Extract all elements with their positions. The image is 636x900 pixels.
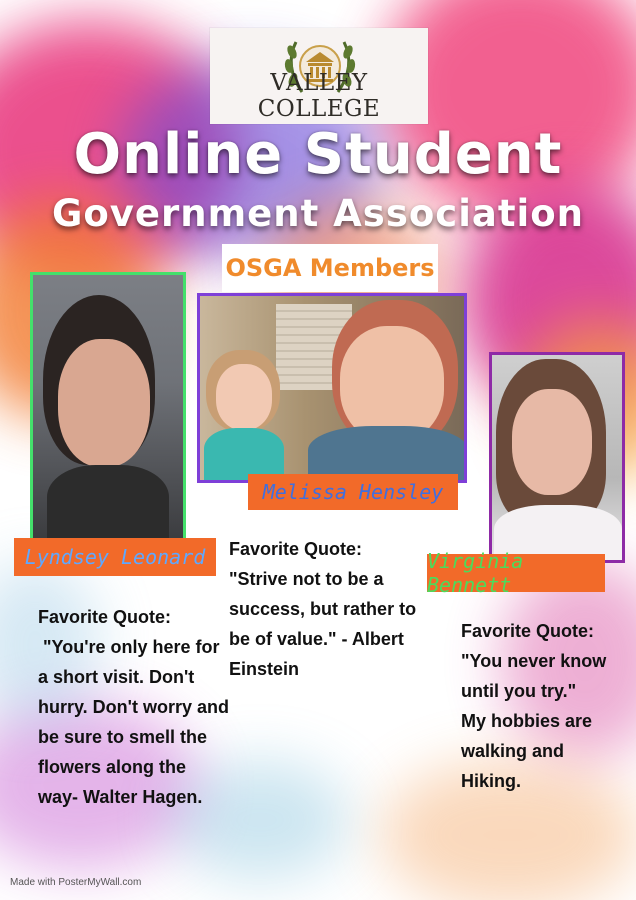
quote-line: be sure to smell the (38, 727, 208, 747)
member-name-melissa: Melissa Hensley (248, 474, 458, 510)
watermark: Made with PosterMyWall.com (10, 877, 142, 888)
quote-line: Hiking. (461, 771, 522, 791)
quote-line: "You're only here for (38, 637, 220, 657)
quote-line: Einstein (229, 659, 300, 679)
quote-line: walking and (461, 741, 565, 761)
member-name-virginia: Virginia Bennett (427, 554, 605, 592)
quote-line: way- Walter Hagen. (38, 787, 203, 807)
quote-heading: Favorite Quote: (461, 621, 595, 641)
quote-line: hurry. Don't worry and (38, 697, 229, 717)
member-name-lyndsey: Lyndsey Leonard (14, 538, 216, 576)
quote-line: success, but rather to (229, 599, 417, 619)
poster-subtitle: Government Association (52, 192, 584, 235)
quote-heading: Favorite Quote: (38, 607, 172, 627)
section-label: OSGA Members (222, 244, 438, 292)
member-quote-lyndsey (38, 602, 234, 812)
quote-line: be of value." - Albert (229, 629, 404, 649)
quote-line: My hobbies are (461, 711, 593, 731)
college-logo (210, 28, 428, 124)
quote-heading: Favorite Quote: (229, 539, 363, 559)
quote-line: "You never know (461, 651, 607, 671)
quote-line: flowers along the (38, 757, 187, 777)
quote-line: "Strive not to be a (229, 569, 384, 589)
member-quote-melissa (229, 534, 435, 684)
member-photo-virginia (489, 352, 625, 563)
member-photo-melissa (197, 293, 467, 483)
quote-line: until you try." (461, 681, 577, 701)
member-photo-lyndsey (30, 272, 186, 546)
poster-title: Online Student (73, 122, 563, 187)
quote-line: a short visit. Don't (38, 667, 195, 687)
member-quote-virginia (461, 616, 629, 796)
college-name: VALLEY COLLEGE (257, 70, 381, 122)
